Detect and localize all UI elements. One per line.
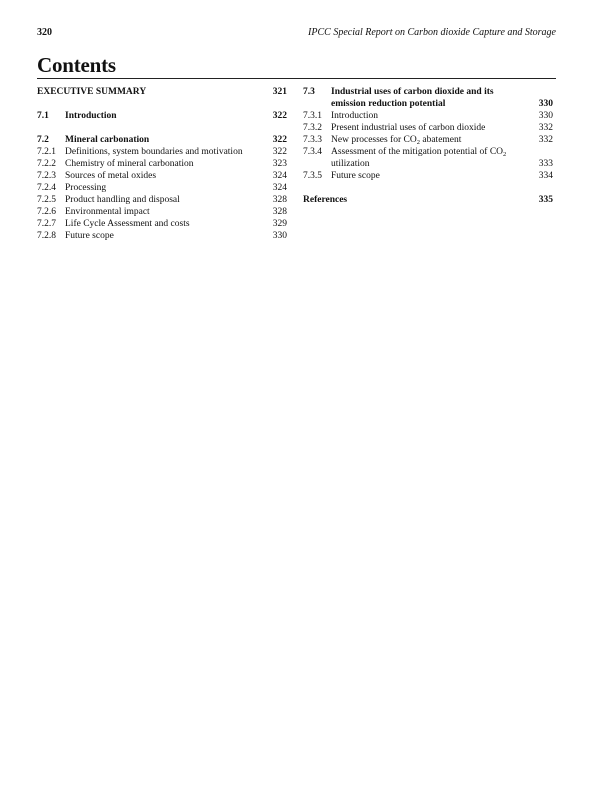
toc-entry[interactable] <box>37 230 287 242</box>
toc-title-part: Assessment of the mitigation potential of CO <box>331 147 504 157</box>
toc-entry-title <box>331 134 553 146</box>
toc-entry-page: 334 <box>538 171 553 181</box>
toc-entry-number: 7.2.1 <box>37 147 56 157</box>
toc-entry-title: Chemistry of mineral carbonation <box>65 159 194 169</box>
toc-entry-page: 322 <box>272 135 287 145</box>
toc-entry-number: 7.2.6 <box>37 207 56 217</box>
toc-entry-number: 7.3.2 <box>303 123 322 133</box>
toc-entry[interactable] <box>37 110 287 122</box>
toc-entry-title: Definitions, system boundaries and motivation <box>65 147 243 157</box>
toc-entry-number: 7.3.5 <box>303 171 322 181</box>
toc-entry-number: 7.2 <box>37 135 49 145</box>
toc-entry-title: Environmental impact <box>65 207 150 217</box>
toc-entry-title: Industrial uses of carbon dioxide and its emission reduction potential <box>331 87 494 109</box>
subscript-2: 2 <box>416 139 420 146</box>
toc-entry[interactable] <box>303 134 553 146</box>
toc-entry-page: 322 <box>272 111 287 121</box>
toc-entry-title: Sources of metal oxides <box>65 171 157 181</box>
toc-entry-page: 335 <box>538 195 553 205</box>
toc-entry-title: EXECUTIVE SUMMARY <box>37 87 147 97</box>
toc-entry-number: 7.2.3 <box>37 171 56 181</box>
toc-entry-page: 324 <box>272 171 287 181</box>
toc-entry-number: 7.2.2 <box>37 159 56 169</box>
toc-entry[interactable] <box>37 194 287 206</box>
toc-entry-number: 7.2.5 <box>37 195 56 205</box>
toc-entry-page: 328 <box>272 207 287 217</box>
toc-entry-page: 332 <box>538 135 553 145</box>
toc-left-column <box>37 86 287 242</box>
toc-entry-title: Life Cycle Assessment and costs <box>65 219 190 229</box>
toc-entry[interactable] <box>37 170 287 182</box>
toc-entry-title: Future scope <box>331 171 380 181</box>
toc-entry[interactable] <box>37 158 287 170</box>
toc-entry-number: 7.2.7 <box>37 219 56 229</box>
toc-entry[interactable] <box>37 206 287 218</box>
page-number: 320 <box>37 27 52 38</box>
toc-entry[interactable] <box>303 170 553 182</box>
toc-entry-page: 330 <box>272 231 287 241</box>
contents-title: Contents <box>37 53 116 77</box>
toc-title-part: New processes for CO <box>331 135 417 145</box>
toc-entry[interactable] <box>37 86 287 98</box>
toc-title-part: abatement <box>420 135 462 145</box>
toc-entry-number: 7.3.1 <box>303 111 322 121</box>
toc-entry-title: Future scope <box>65 231 114 241</box>
toc-entry-page: 329 <box>272 219 287 229</box>
toc-entry-page: 323 <box>272 159 287 169</box>
toc-entry-number: 7.3.4 <box>303 147 322 157</box>
toc-entry-page: 333 <box>538 159 553 169</box>
toc-entry-title: Processing <box>65 183 107 193</box>
toc-entry[interactable] <box>37 182 287 194</box>
toc-entry-number: 7.1 <box>37 111 49 121</box>
toc-right-column <box>303 86 553 206</box>
toc-entry-title: Product handling and disposal <box>65 195 180 205</box>
toc-title-part: utilization <box>331 159 370 169</box>
toc-entry-title: Introduction <box>331 111 378 121</box>
toc-entry[interactable] <box>37 146 287 158</box>
toc-entry-title: Introduction <box>65 111 117 121</box>
toc-entry-title: Present industrial uses of carbon dioxide <box>331 123 486 133</box>
toc-entry-page: 328 <box>272 195 287 205</box>
toc-entry[interactable] <box>303 110 553 122</box>
toc-entry[interactable] <box>303 122 553 134</box>
toc-entry-title: Mineral carbonation <box>65 135 150 145</box>
toc-entry-number: 7.3.3 <box>303 135 322 145</box>
subscript-2: 2 <box>503 151 507 158</box>
toc-entry-page: 324 <box>272 183 287 193</box>
toc-entry[interactable] <box>303 194 553 206</box>
toc-entry-page: 321 <box>272 87 287 97</box>
toc-entry-page: 330 <box>538 111 553 121</box>
running-head: IPCC Special Report on Carbon dioxide Capture and Storage <box>308 27 556 38</box>
toc-entry-page: 332 <box>538 123 553 133</box>
toc-entry-number: 7.3 <box>303 87 315 97</box>
title-rule <box>37 78 556 79</box>
toc-entry-number: 7.2.4 <box>37 183 56 193</box>
toc-entry[interactable] <box>37 218 287 230</box>
toc-entry-title <box>331 146 553 170</box>
toc-entry-title: References <box>303 195 348 205</box>
toc-entry-number: 7.2.8 <box>37 231 56 241</box>
toc-entry[interactable] <box>37 134 287 146</box>
toc-entry-page: 330 <box>538 99 553 109</box>
toc-entry[interactable] <box>303 146 553 170</box>
toc-entry-page: 322 <box>272 147 287 157</box>
toc-entry[interactable] <box>303 86 553 110</box>
